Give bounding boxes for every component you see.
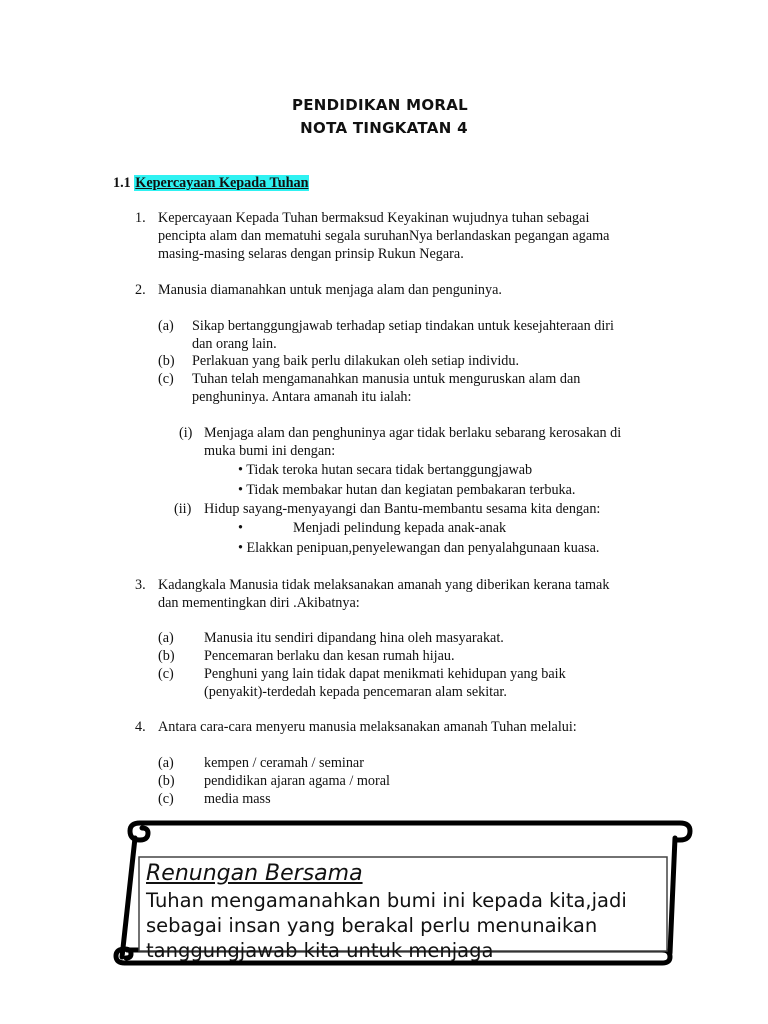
item-3-number: 3. (135, 577, 146, 593)
item-3c-line: Penghuni yang lain tidak dapat menikmati kehidupan yang baik (204, 666, 566, 682)
renungan-body: Tuhan mengamanahkan bumi ini kepada kita,jadi sebagai insan yang berakal perlu menunaikan tanggungjawab kita untuk menjaga (146, 889, 627, 962)
item-2c-i-line: muka bumi ini dengan: (204, 443, 336, 459)
item-2b-label: (b) (158, 353, 175, 369)
item-2-number: 2. (135, 282, 146, 298)
renungan-body-box (146, 888, 662, 962)
item-2c-ii-label: (ii) (174, 501, 192, 517)
item-2a-label: (a) (158, 318, 174, 334)
page-title: PENDIDIKAN MORAL (291, 96, 469, 114)
item-2b-text: Perlakuan yang baik perlu dilakukan oleh setiap individu. (192, 353, 520, 369)
item-2c-i-line: Menjaga alam dan penghuninya agar tidak berlaku sebarang kerosakan di (204, 425, 622, 441)
item-4b-text: pendidikan ajaran agama / moral (204, 773, 390, 789)
item-3c-label: (c) (158, 666, 174, 682)
item-2a-line: dan orang lain. (192, 336, 277, 352)
item-4a-text: kempen / ceramah / seminar (204, 755, 364, 771)
item-2c-line: Tuhan telah mengamanahkan manusia untuk menguruskan alam dan (192, 371, 581, 387)
item-3b-label: (b) (158, 648, 175, 664)
item-3a-text: Manusia itu sendiri dipandang hina oleh masyarakat. (204, 630, 504, 646)
item-3c-line: (penyakit)-terdedah kepada pencemaran alam sekitar. (204, 684, 507, 700)
item-1-line: Kepercayaan Kepada Tuhan bermaksud Keyakinan wujudnya tuhan sebagai (158, 210, 590, 226)
item-1-line: pencipta alam dan mematuhi segala suruhanNya berlandaskan pegangan agama (158, 228, 610, 244)
item-2c-ii-line: Hidup sayang-menyayangi dan Bantu-membantu sesama kita dengan: (204, 501, 601, 517)
item-4-number: 4. (135, 719, 146, 735)
section-number: 1.1 (113, 175, 131, 191)
item-4c-text: media mass (204, 791, 271, 807)
bullet-item: • Tidak teroka hutan secara tidak bertanggungjawab (238, 462, 533, 478)
item-2c-line: penghuninya. Antara amanah itu ialah: (192, 389, 412, 405)
item-2c-i-label: (i) (179, 425, 193, 441)
page-subtitle: NOTA TINGKATAN 4 (300, 119, 468, 137)
item-2-text: Manusia diamanahkan untuk menjaga alam dan penguninya. (158, 282, 502, 298)
item-4a-label: (a) (158, 755, 174, 771)
item-4c-label: (c) (158, 791, 174, 807)
bullet-item: Menjadi pelindung kepada anak-anak (293, 520, 507, 536)
renungan-title: Renungan Bersama (146, 861, 363, 886)
bullet-item: • Tidak membakar hutan dan kegiatan pembakaran terbuka. (238, 482, 576, 498)
item-3-line: dan mementingkan diri .Akibatnya: (158, 595, 360, 611)
bullet-item: • Elakkan penipuan,penyelewangan dan penyalahgunaan kuasa. (238, 540, 600, 556)
item-3a-label: (a) (158, 630, 174, 646)
item-4-text: Antara cara-cara menyeru manusia melaksanakan amanah Tuhan melalui: (158, 719, 577, 735)
item-4b-label: (b) (158, 773, 175, 789)
item-1-line: masing-masing selaras dengan prinsip Rukun Negara. (158, 246, 464, 262)
item-2c-label: (c) (158, 371, 174, 387)
section-title: Kepercayaan Kepada Tuhan (135, 175, 309, 191)
item-3b-text: Pencemaran berlaku dan kesan rumah hijau. (204, 648, 455, 664)
item-1-number: 1. (135, 210, 146, 226)
item-2a-line: Sikap bertanggungjawab terhadap setiap tindakan untuk kesejahteraan diri (192, 318, 614, 334)
item-3-line: Kadangkala Manusia tidak melaksanakan amanah yang diberikan kerana tamak (158, 577, 610, 593)
bullet-mark: • (238, 520, 243, 536)
